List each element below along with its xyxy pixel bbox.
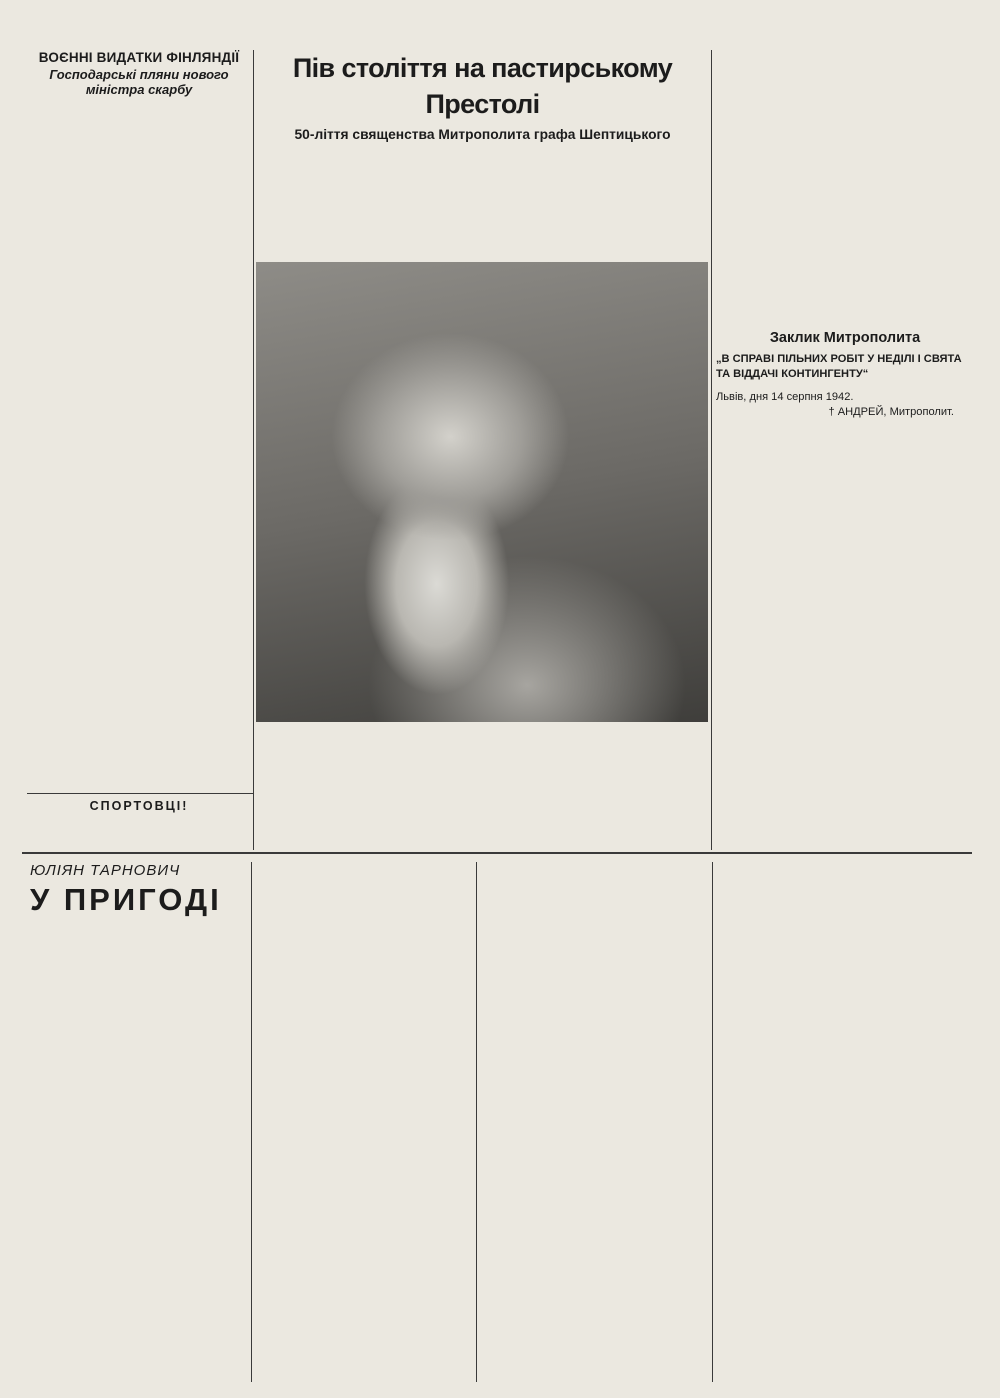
appeal-signature: † АНДРЕЙ, Митрополит.: [828, 406, 954, 418]
metropolitan-headline: Пів століття на пастирському Престолі: [292, 53, 673, 119]
column-rule: [476, 862, 477, 1382]
column-rule: [253, 50, 254, 850]
column-rule: [712, 862, 713, 1382]
finland-subheadline: Господарські пляни нового міністра скарбу: [49, 67, 229, 97]
section-divider: [22, 852, 972, 854]
sport-notice: [27, 798, 251, 850]
story-author: ЮЛІЯН ТАРНОВИЧ: [30, 862, 181, 879]
story-title: У ПРИГОДІ: [30, 882, 222, 917]
story-header: [30, 862, 250, 924]
finland-article: [26, 50, 252, 790]
metropolitan-subheadline: 50-ліття священства Митрополита графа Шептицького: [294, 127, 671, 142]
column-rule: [711, 50, 712, 850]
sport-notice-title: СПОРТОВЦІ!: [89, 799, 189, 813]
appeal-section: [716, 328, 974, 850]
metropolitan-portrait-photo: [256, 262, 708, 722]
appeal-quote-heading: „В СПРАВІ ПІЛЬНИХ РОБІТ У НЕДІЛІ І СВЯТА ТА ВІДДАЧІ КОНТИНГЕНТУ“: [716, 353, 962, 380]
column-rule: [251, 862, 252, 1382]
finland-headline: ВОЄННІ ВИДАТКИ ФІНЛЯНДІЇ: [38, 50, 240, 65]
appeal-title: Заклик Митрополита: [769, 330, 921, 346]
appeal-place-date: Львів, дня 14 серпня 1942.: [716, 391, 854, 403]
column-rule: [27, 793, 253, 794]
metropolitan-article-header: [255, 50, 710, 150]
